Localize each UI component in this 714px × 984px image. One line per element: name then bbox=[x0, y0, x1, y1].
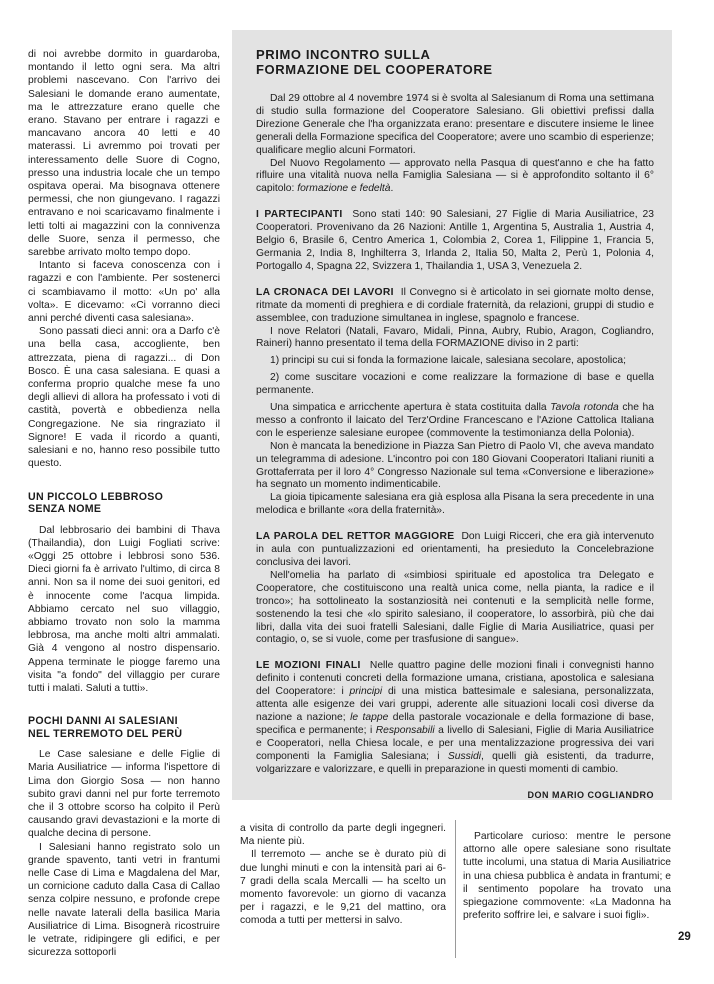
section-heading: LA PAROLA DEL RETTOR MAGGIORE bbox=[256, 531, 455, 543]
paragraph: Dal lebbrosario dei bambini di Thava (Thailandia), don Luigi Fogliati scrive: «Oggi 25 ottobre i lebbrosi sono 536. Dieci giorni fa è arrivato l'ultimo, di circa 8 anni. Non sa il nome dei suoi genitori, ed è innocente come l'acqua limpida. Abbiamo cercato nel suo villaggio, abbiamo trovato non solo la mamma lebbrosa, ma anche molti altri ammalati. Già 4 vengono al nostro dispensario. Appena terminate le piogge faremo una visita "a fondo" del villaggio per curare tutti i malati. Saluti a tutti». bbox=[28, 524, 220, 694]
paragraph: di noi avrebbe dormito in guardaroba, montando il letto ogni sera. Ma altri problemi nascevano. Con l'arrivo dei Salesiani le domande erano aumentate, ma le attrezzature erano quelle che erano. Stavano per entrare i ragazzi e mancavano ancora 40 letti e 40 materassi. Li avremmo poi trovati per interessamento delle Suore di Cogno, presso una industria locale che un tempo ospitava operai. Ma bisognava ottenere permessi, che non giungevano. I ragazzi entravano e noi scaricavamo finalmente i letti tolti ai magazzini con la connivenza delle Suore, senza il permesso, che sarebbe arrivato molto tempo dopo. bbox=[28, 49, 220, 259]
article-title: PRIMO INCONTRO SULLA FORMAZIONE DEL COOPERATORE bbox=[256, 47, 493, 77]
paragraph: Particolare curioso: mentre le persone attorno alle opere salesiane sono risultate tutte incolumi, una statua di Maria Ausiliatrice in una chiesa pubblica è andata in frantumi; e il sentimento popolare ha trovato una spiegazione commovente: «La Madonna ha preferito soffrire lei, e salvare i suoi figli». bbox=[463, 831, 671, 922]
section-heading: LE MOZIONI FINALI bbox=[256, 660, 361, 672]
paragraph: a visita di controllo da parte degli ingegneri. Ma niente più. bbox=[240, 823, 446, 848]
paragraph: Intanto si faceva conoscenza con i ragazzi e con l'ambiente. Per sostenerci ci scambiavamo il motto: «Un po' alla volta». E dicevamo: «Ci vorranno dieci anni perché diventi casa salesiana». bbox=[28, 260, 220, 325]
middle-column bbox=[240, 822, 446, 928]
article-signature: DON MARIO COGLIANDRO bbox=[527, 789, 654, 800]
paragraph: La gioia tipicamente salesiana era già esplosa alla Pisana la sera precedente in una melodica e brillante «ora della fraternità». bbox=[256, 492, 654, 517]
paragraph: Le Case salesiane e delle Figlie di Maria Ausiliatrice — informa l'ispettore di Lima don Giorgio Sosa — non hanno subito gravi danni nel pur forte terremoto che il 3 ottobre scorso ha colpito il Perù causando gravi devastazioni e la morte di qualche decina di persone. bbox=[28, 749, 220, 840]
paragraph: Dal 29 ottobre al 4 novembre 1974 si è svolta al Salesianum di Roma una settimana di studio sulla formazione del Cooperatore Salesiano. Gli obiettivi prefissi dalla Direzione Generale che l'ha organizzata erano: presentare e discutere insieme le linee generali della Formazione specifica del Cooperatore; avere uno scambio di esperienze; qualificare meglio alcuni Formatori. bbox=[256, 93, 654, 156]
paragraph: I nove Relatori (Natali, Favaro, Midali, Pinna, Aubry, Rubio, Aragon, Cogliandro, Raineri) hanno presentato il tema della FORMAZIONE diviso in 2 parti: bbox=[256, 325, 654, 350]
paragraph: Del Nuovo Regolamento — approvato nella Pasqua di quest'anno e che ha fatto rifluire una vitalità nuova nella Famiglia Salesiana — si è approfondito soltanto il 6° capitolo: formazione e fedeltà. bbox=[256, 157, 654, 195]
section-rettor: LA PAROLA DEL RETTOR MAGGIORE Don Luigi Ricceri, che era già intervenuto in aula con puntualizzazioni ed orientamenti, ha presieduto la Concelebrazione conclusiva dei lavori. bbox=[256, 531, 654, 568]
right-column bbox=[463, 830, 671, 922]
section-participants: I PARTECIPANTI Sono stati 140: 90 Salesiani, 27 Figlie di Maria Ausiliatrice, 23 Cooperatori. Provenivano da 26 Nazioni: Antille 1, Argentina 5, Australia 1, Austria 4, Belgio 6, Brasile 6, Centro America 1, Colombia 2, Corea 1, Filippine 1, Francia 5, Germania 2, India 8, Inghilterra 3, Irlanda 2, Italia 50, Malta 2, Perù 1, Polonia 4, Portogallo 4, Spagna 22, Svizzera 1, Thailandia 1, USA 3, Venezuela 2. bbox=[256, 209, 654, 272]
section-heading: LA CRONACA DEI LAVORI bbox=[256, 286, 394, 298]
list-item: 1) principi su cui si fonda la formazione laicale, salesiana secolare, apostolica; bbox=[270, 355, 627, 367]
page-number: 29 bbox=[678, 931, 691, 943]
paragraph: Una simpatica e arricchente apertura è stata costituita dalla Tavola rotonda che ha messo a confronto il laicato del Terz'Ordine Francescano e l'Azione Cattolica Italiana con le esperienze salesiane europee (commovente la testimonianza della Polonia). bbox=[256, 402, 654, 439]
paragraph: I Salesiani hanno registrato solo un grande spavento, tanti vetri in frantumi nelle Case di Lima e Magdalena del Mar, un cornicione caduto dalla Casa di Callao senza colpire nessuno, e profonde crepe nelle navate laterali della basilica Maria Ausiliatrice di Lima. Bisognerà ricostruire le vetrate, ridipingere gli edifici, e per sicurezza sottoporli bbox=[28, 841, 220, 959]
section-heading: I PARTECIPANTI bbox=[256, 209, 343, 221]
article-box bbox=[232, 30, 672, 800]
column-rule bbox=[455, 820, 456, 958]
paragraph: Sono passati dieci anni: ora a Darfo c'è una bella casa, accogliente, ben attrezzata, piena di ragazzi... di Don Bosco. È una casa salesiana. E quasi a conferma proprio qualche mese fa uno degli allievi di allora ha professato i voti di castità, povertà e obbedienza nella Congregazione. Ne sia ringraziato il Signore! E vada il ricordo a quanti, salesiani e no, hanno reso possibile tutto questo. bbox=[28, 326, 220, 470]
paragraph: Non è mancata la benedizione in Piazza San Pietro di Paolo VI, che aveva mandato un telegramma di adesione. L'incontro poi con 180 Giovani Cooperatori Italiani riuniti a Grottaferrata per il loro 4° Congresso Nazionale sul tema «Conversione e liberazione» ha segnato un momento indimenticabile. bbox=[256, 440, 654, 491]
left-column bbox=[28, 48, 220, 959]
heading-lebbroso: UN PICCOLO LEBBROSO SENZA NOME bbox=[28, 490, 164, 515]
list-item: 2) come suscitare vocazioni e come realizzare la formazione di base e quella permanente. bbox=[256, 372, 654, 397]
paragraph: Il terremoto — anche se è durato più di due lunghi minuti e con la intensità pari ai 6-7 gradi della scala Mercalli — ha scelto un momento favorevole: un giorno di vacanza per i ragazzi, e le 9,21 del mattino, ora comoda a tutti per mettersi in salvo. bbox=[240, 849, 446, 927]
heading-peru: POCHI DANNI AI SALESIANI NEL TERREMOTO DEL PERÙ bbox=[28, 715, 183, 740]
paragraph: Nell'omelia ha parlato di «simbiosi spirituale ed apostolica tra Delegato e Cooperatore, che costituiscono una realtà unica come, nella pianta, la radice e il tronco»; ha sottolineato la sostanziosità nei contenuti e la semplicità nelle forme, sostenendo la tesi che «lo spirito salesiano, il cooperatore, lo assorbirà, più che dai libri, dalla vita dei suoi fratelli Salesiani, dalle Figlie di Maria Ausiliatrice, quasi per contagio, o, se si vuole, come per trasfusione di sangue». bbox=[256, 569, 654, 646]
section-cronaca: LA CRONACA DEI LAVORI Il Convegno si è articolato in sei giornate molto dense, ritmate da momenti di preghiera e di cordiale fraternità, da relazioni, gruppi di studio e assemblee, con traduzione simultanea in inglese, spagnolo e francese. bbox=[256, 286, 654, 324]
section-mozioni: LE MOZIONI FINALI Nelle quattro pagine delle mozioni finali i convegnisti hanno definito i contenuti concreti della formazione umana, cristiana, apostolica e salesiana del Cooperatore: i principi di una mistica battesimale e salesiana, personalizzata, attenta alle esigenze dei vari gruppi, aderente alle situazioni locali così diverse da nazione a nazione; le tappe della pastorale vocazionale e della formazione di base, specifica e permanente; i Responsabili a livello di Salesiani, Figlie di Maria Ausiliatrice e Cooperatori, nella Chiesa locale, e per una mentalizzazione progressiva dei vari componenti la Famiglia Salesiana; i Sussidi, quelli già esistenti, da tradurre, volgarizzare e valorizzare, e quelli in preparazione in questi momenti di cambio. bbox=[256, 660, 654, 775]
